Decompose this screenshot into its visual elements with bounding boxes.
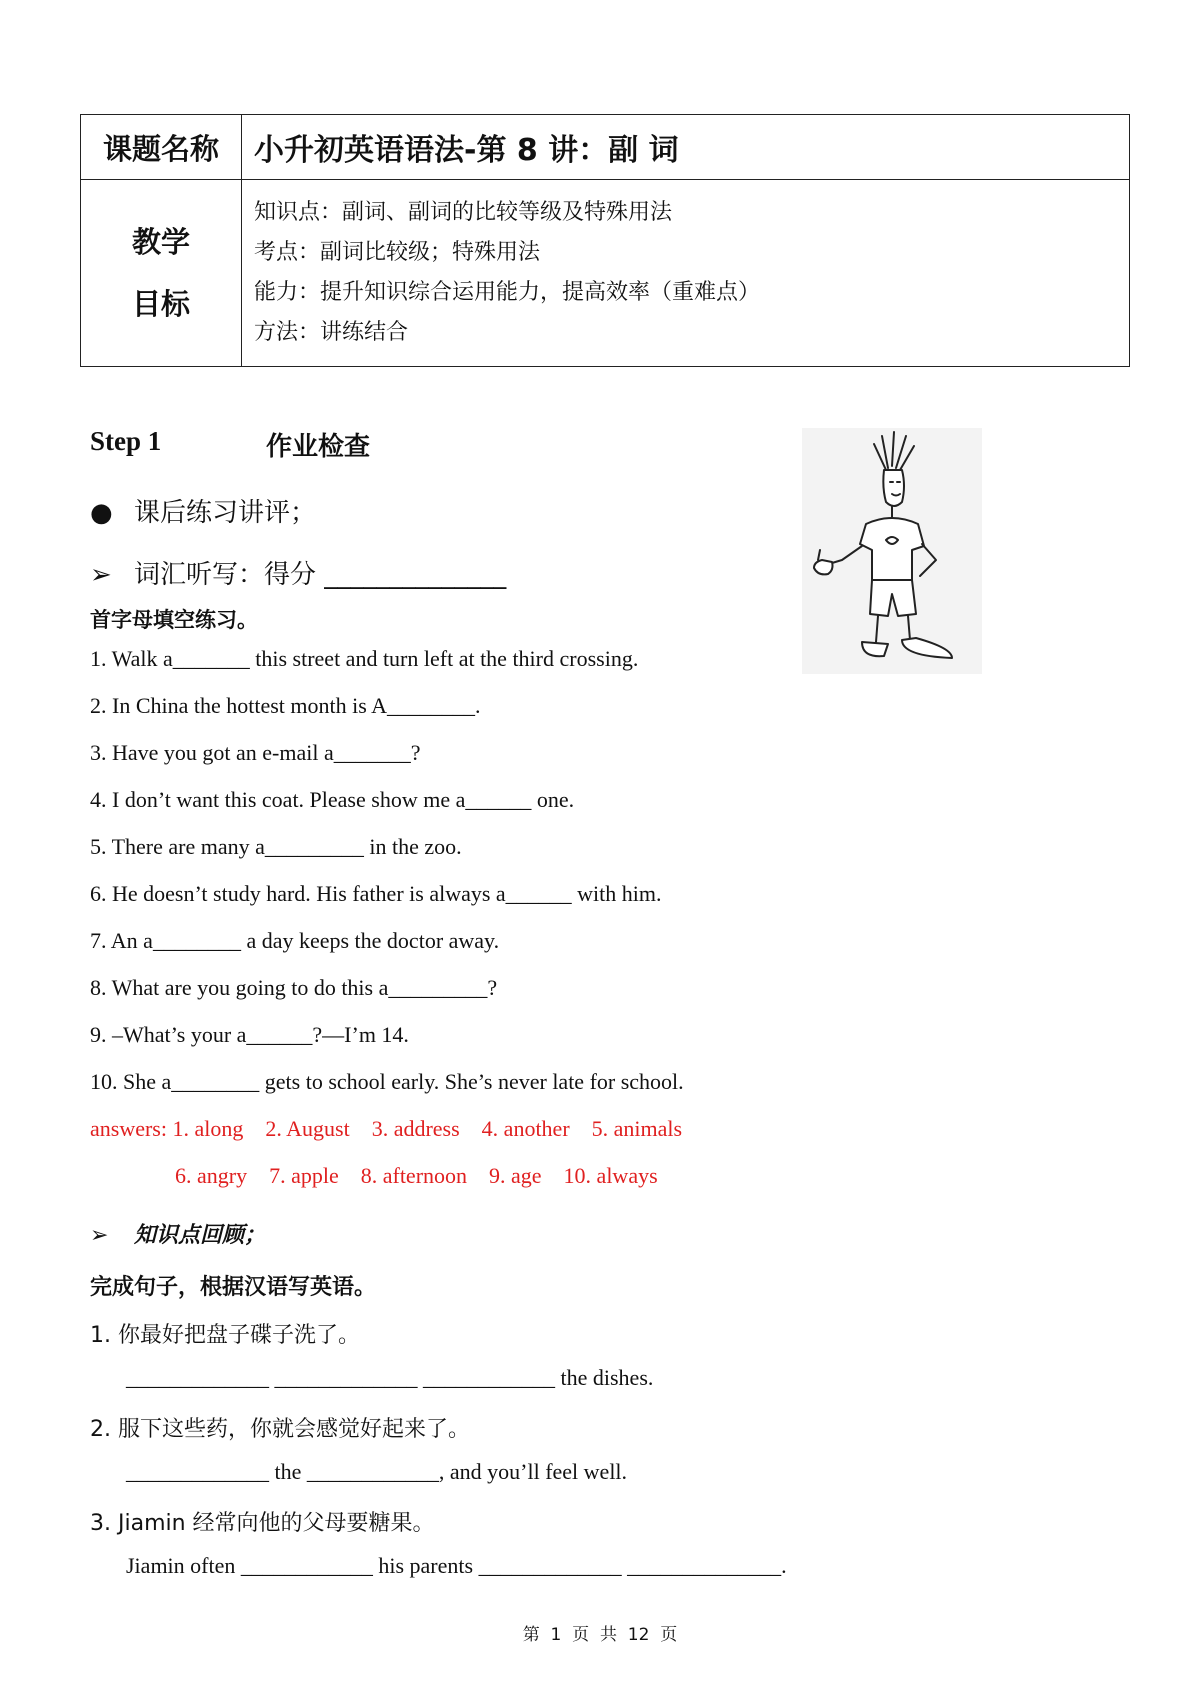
fill-blank-heading: 首字母填空练习。 (90, 608, 258, 632)
question-item: 6. He doesn’t study hard. His father is always a______ with him. (90, 881, 662, 906)
question-item: 10. She a________ gets to school early. She’s never late for school. (90, 1069, 684, 1094)
translation-answer-line: _____________ the ____________, and you’ll feel well. (126, 1459, 628, 1484)
goals-label (81, 180, 242, 367)
translation-prompt-text: 2. 服下这些药，你就会感觉好起来了。 (90, 1417, 470, 1442)
translation-prompt (90, 1318, 360, 1349)
arrow-marker-icon: ➢ (90, 1223, 109, 1248)
question-item: 7. An a________ a day keeps the doctor away. (90, 928, 500, 953)
translation-prompt-text: 3. Jiamin 经常向他的父母要糖果。 (90, 1511, 435, 1536)
review-bullet (90, 492, 316, 529)
question-item: 4. I don’t want this coat. Please show me a______ one. (90, 787, 575, 812)
answers-line-1: answers: 1. along 2. August 3. address 4. another 5. animals (90, 1116, 683, 1141)
step-heading (90, 426, 371, 462)
answers-line-2: 6. angry 7. apple 8. afternoon 9. age 10. always (175, 1163, 658, 1188)
goals-row (81, 180, 1130, 367)
question-item: 3. Have you got an e-mail a_______? (90, 740, 421, 765)
thumbs-up-hand (814, 560, 833, 574)
question-item: 5. There are many a_________ in the zoo. (90, 834, 462, 859)
goal-item: 能力：提升知识综合运用能力，提高效率（重难点） (254, 280, 761, 305)
review-text: 课后练习讲评； (134, 498, 317, 528)
translation-answer-line: Jiamin often ____________ his parents _____________ ______________. (126, 1553, 787, 1578)
translation-prompt (90, 1412, 470, 1443)
translation-answer-line: _____________ _____________ ____________ the dishes. (126, 1365, 654, 1390)
arrow-marker-icon: ➢ (90, 560, 112, 590)
question-item: 8. What are you going to do this a_________? (90, 975, 498, 1000)
translation-prompt (90, 1506, 435, 1537)
bullet-dot-icon: ● (90, 498, 113, 528)
translation-heading: 完成句子，根据汉语写英语。 (90, 1275, 377, 1300)
translation-prompt-text: 1. 你最好把盘子碟子洗了。 (90, 1323, 360, 1348)
knowledge-review-text: 知识点回顾； (134, 1223, 267, 1248)
goal-item: 方法：讲练结合 (254, 320, 409, 345)
goals-label-line-1: 教学 (131, 225, 190, 259)
goals-label-line-2: 目标 (131, 287, 190, 321)
goal-item: 知识点：副词、副词的比较等级及特殊用法 (254, 200, 673, 225)
knowledge-review-bullet (90, 1218, 266, 1249)
question-item: 1. Walk a_______ this street and turn left at the third crossing. (90, 646, 639, 671)
goal-item: 考点：副词比较级；特殊用法 (254, 240, 541, 265)
question-item: 9. –What’s your a______?—I’m 14. (90, 1022, 409, 1047)
step-title: 作业检查 (266, 432, 371, 462)
page-footer: 第 1 页 共 12 页 (522, 1625, 678, 1645)
topic-row (81, 115, 1130, 180)
goals-list (242, 180, 1130, 367)
dictation-bullet (90, 554, 506, 591)
topic-label: 课题名称 (81, 115, 242, 180)
dictation-text: 词汇听写：得分 ______________ (134, 560, 507, 590)
question-item: 2. In China the hottest month is A________. (90, 693, 481, 718)
step-label: Step 1 (90, 426, 162, 456)
cartoon-figure-icon (802, 428, 982, 674)
lesson-header-table (80, 114, 1130, 367)
topic-value: 小升初英语语法-第 8 讲：副 词 (242, 115, 1130, 180)
head-outline (883, 470, 904, 506)
